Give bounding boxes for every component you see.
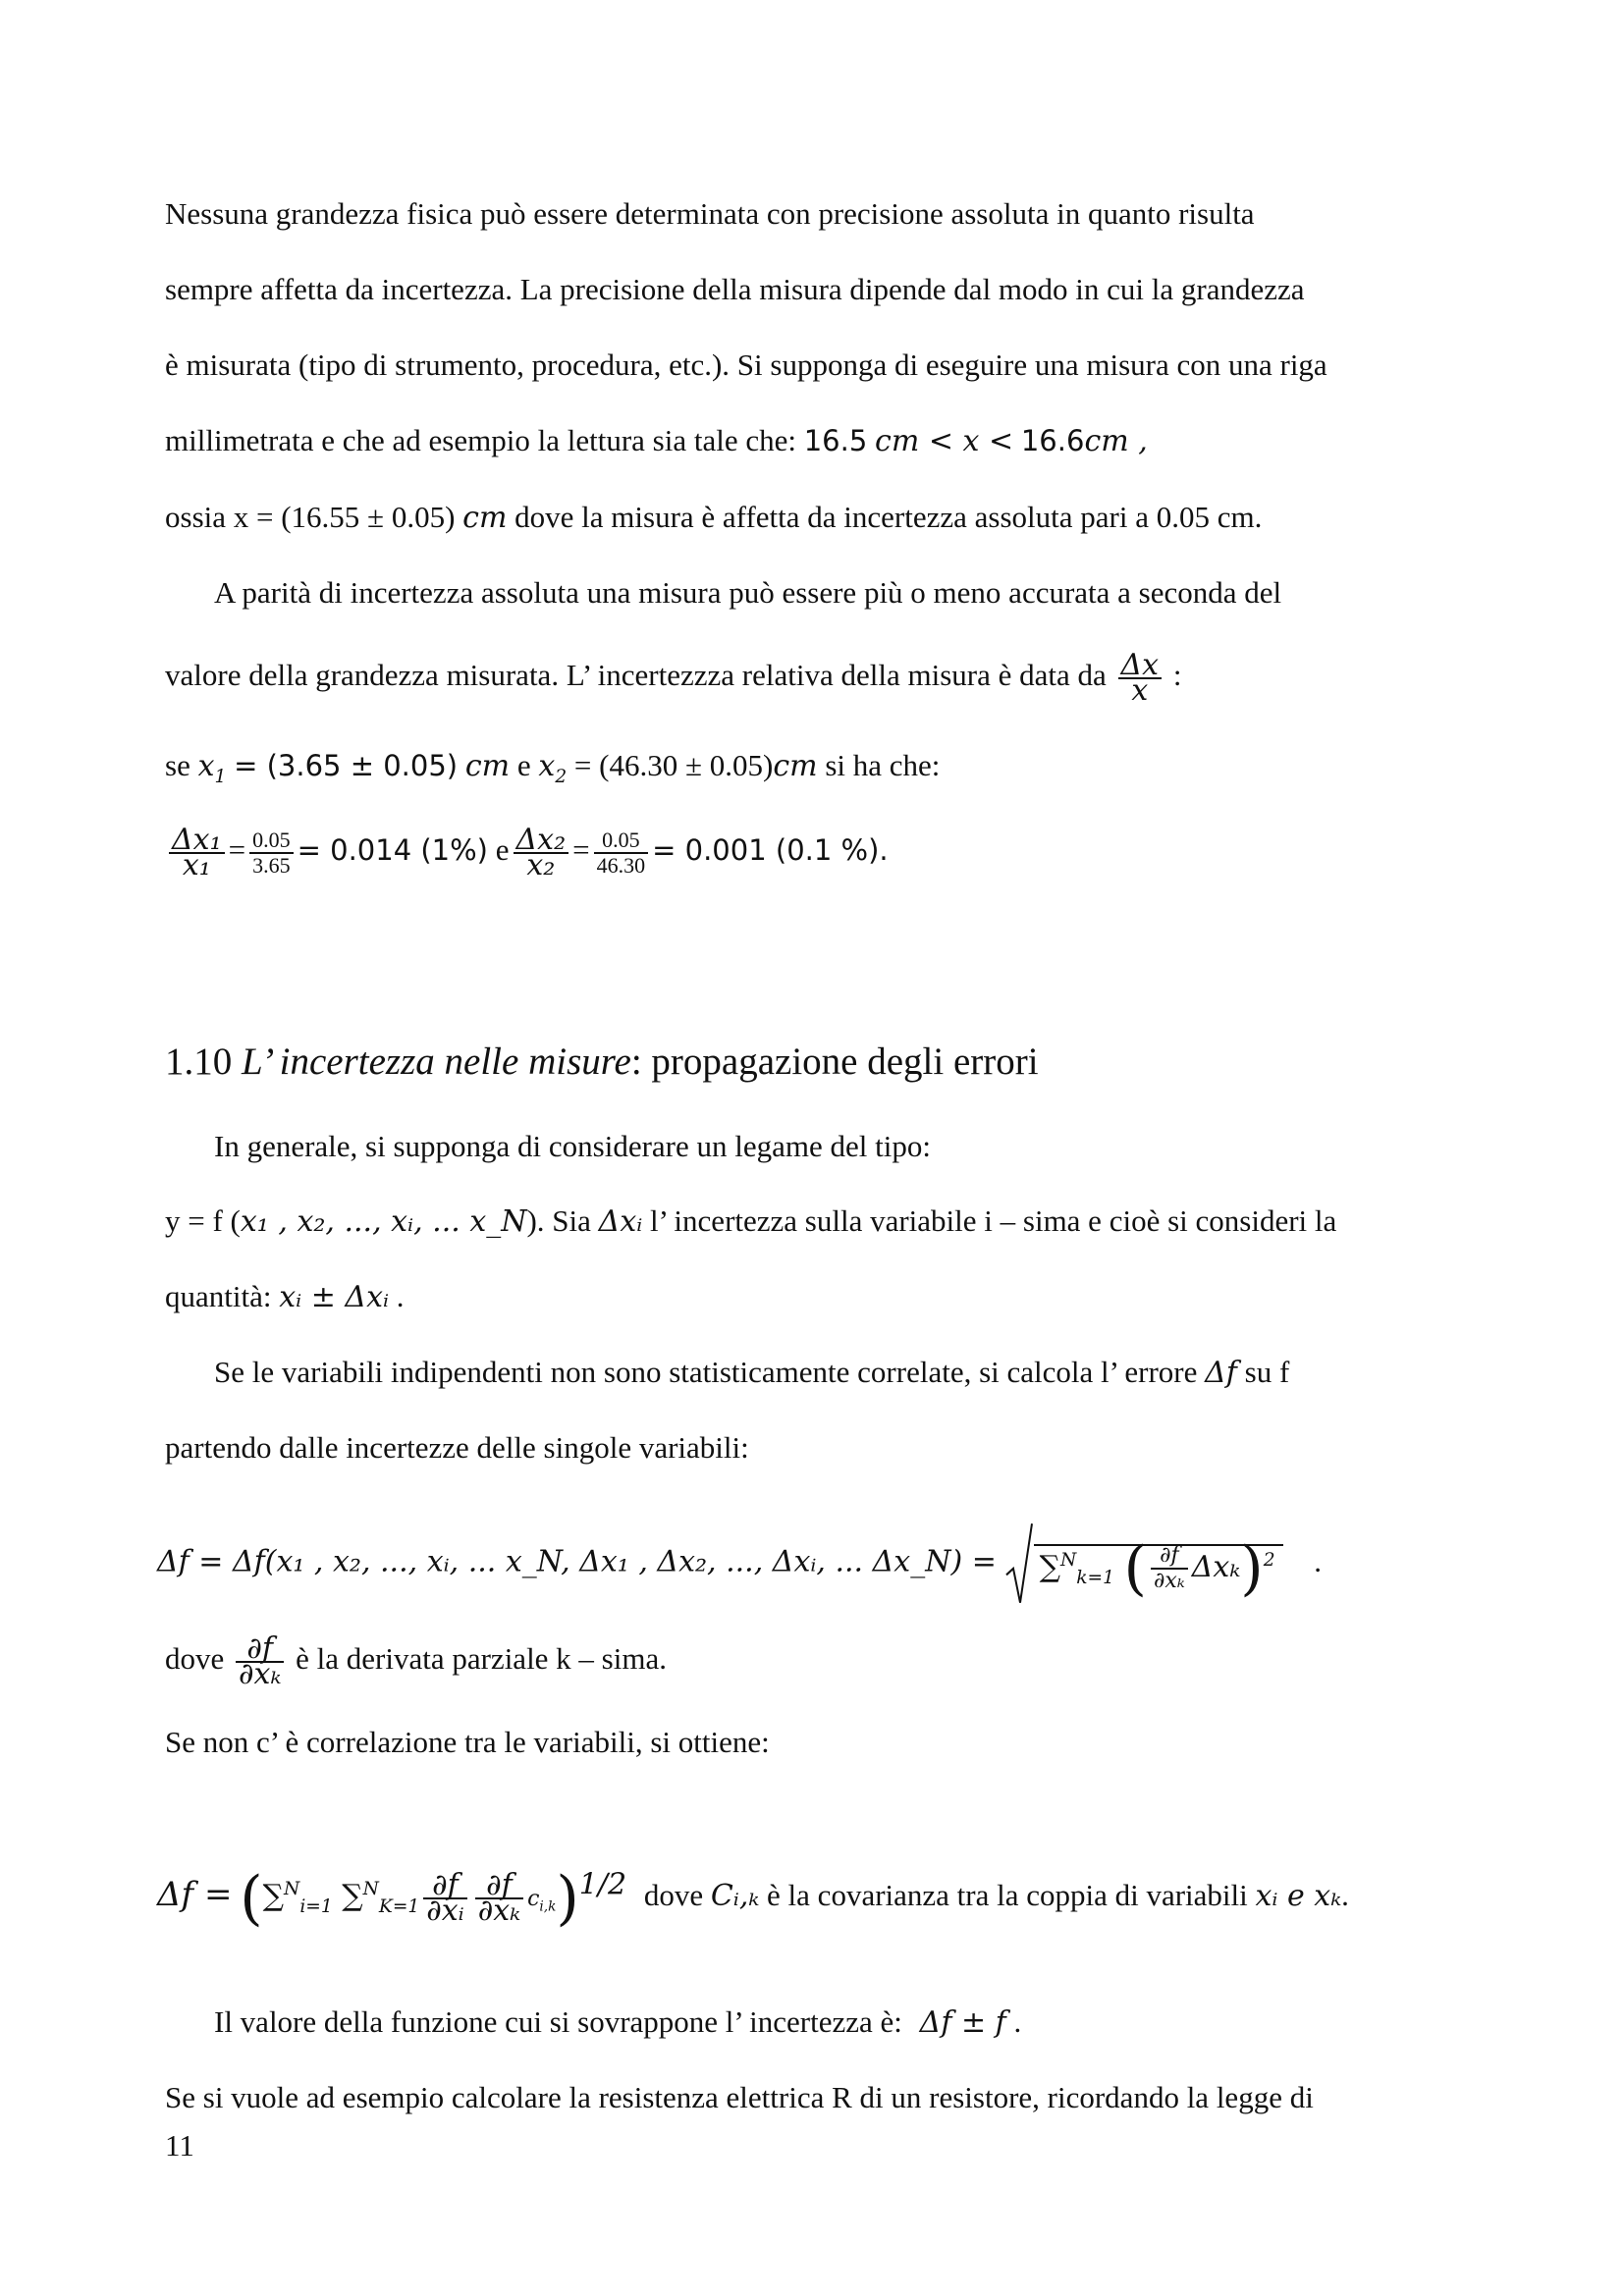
math	[527, 1887, 557, 1915]
numerator: ∂f	[423, 1874, 466, 1899]
fraction	[1118, 648, 1163, 708]
paren: )	[1240, 1534, 1264, 1603]
denominator: ∂xₖ	[239, 1657, 282, 1691]
section-number: 1.10	[165, 1041, 233, 1083]
text: = (46.30 ± 0.05)	[573, 748, 774, 782]
superscript: N	[1060, 1550, 1077, 1571]
text-line	[165, 1201, 1336, 1242]
paren: (	[240, 1863, 263, 1933]
text: ). Sia	[526, 1203, 591, 1238]
text: ossia x = (16.55 ± 0.05)	[165, 500, 456, 534]
math: = 0.014 (1%)	[297, 833, 488, 868]
numerator: ∂f	[1151, 1544, 1188, 1570]
math	[197, 749, 227, 787]
denominator: x₁	[182, 848, 211, 882]
numerator: ∂f	[475, 1874, 523, 1899]
equation	[157, 1522, 1322, 1607]
sum-symbol: ∑	[262, 1879, 285, 1913]
superscript: 2	[1263, 1550, 1275, 1571]
math: Δf	[1205, 1356, 1237, 1390]
math: Δxₖ	[1191, 1550, 1241, 1584]
text: è la covarianza tra la coppia di variabili	[767, 1878, 1248, 1912]
text-line: $\frac{\text{Δx₁}}{\text{x₁}}$ = $\frac{0.05}{3.65}$ = 0.014 (1%) e $\frac{\text{Δx₂}}{\text{x₂}}$ = $\frac{0.05}{46.30}$ = 0.001 (0.1 %).	[165, 828, 889, 878]
square-root	[1004, 1522, 1283, 1607]
text: se	[165, 748, 190, 782]
math: = 0.001 (0.1 %).	[652, 833, 889, 868]
text: dove la misura è affetta da incertezza assoluta pari a 0.05 cm.	[514, 500, 1263, 534]
paren: (	[1123, 1534, 1147, 1603]
math: xᵢ ± Δxᵢ	[279, 1280, 390, 1314]
math: Δf = Δf(x₁ , x₂, ..., xᵢ, ... x_N, Δx₁ , Δx₂, ..., Δxᵢ, ... Δx_N) =	[157, 1544, 997, 1579]
math: Cᵢ,ₖ	[710, 1879, 760, 1913]
sum-symbol: ∑	[1039, 1550, 1060, 1584]
math	[538, 749, 568, 787]
section-title-italic: L’ incertezza nelle misure	[242, 1041, 631, 1083]
fraction	[475, 1867, 523, 1928]
subscript: 2	[555, 767, 568, 787]
math: cm	[773, 749, 818, 783]
superscript: N	[362, 1879, 379, 1899]
text-line	[214, 1353, 1289, 1393]
text-line: Se non c’ è correlazione tra le variabili, si ottiene:	[165, 1725, 770, 1759]
text: l’ incertezza sulla variabile i – sima e cioè si consideri la	[650, 1203, 1337, 1238]
page-number: 11	[165, 2128, 194, 2163]
subscript: K=1	[378, 1896, 420, 1917]
fraction	[1151, 1544, 1188, 1593]
text: :	[1172, 658, 1182, 693]
fraction	[594, 828, 649, 878]
subscript: k=1	[1076, 1568, 1114, 1588]
text: .	[396, 1279, 405, 1313]
text-line: sempre affetta da incertezza. La precisione della misura dipende dal modo in cui la grandezza	[165, 272, 1305, 306]
text-line	[165, 648, 1182, 708]
text-line	[214, 2002, 1021, 2043]
fraction	[423, 1867, 466, 1928]
subscript: i,k	[539, 1898, 557, 1915]
text: si ha che:	[825, 748, 941, 782]
fraction	[249, 828, 294, 878]
text: quantità:	[165, 1279, 272, 1313]
text: Se le variabili indipendenti non sono statisticamente correlate, si calcola l’ errore	[214, 1355, 1198, 1389]
sum-symbol: ∑	[342, 1879, 363, 1913]
denominator: x	[1131, 673, 1149, 708]
fraction	[236, 1631, 284, 1691]
text: dove	[165, 1641, 225, 1677]
superscript: N	[284, 1879, 300, 1899]
numerator: Δx₁	[169, 828, 225, 854]
math: 16.6	[1020, 424, 1085, 457]
text-line	[165, 1277, 405, 1317]
numerator: 0.05	[594, 828, 649, 854]
subscript: i=1	[299, 1896, 333, 1917]
math: x	[197, 749, 215, 783]
text: y = f (	[165, 1203, 241, 1238]
math: cm	[462, 501, 508, 535]
text-line	[165, 746, 940, 786]
denominator: ∂xₖ	[477, 1893, 521, 1928]
numerator: Δx	[1118, 654, 1163, 679]
superscript: 1/2	[578, 1867, 627, 1902]
text-line: partendo dalle incertezze delle singole variabili:	[165, 1430, 749, 1465]
text: millimetrata e che ad esempio la lettura sia tale che:	[165, 423, 796, 457]
math: x₁ , x₂, ..., xᵢ, ... x_N	[240, 1204, 527, 1239]
math: x	[538, 749, 556, 783]
text-line: Nessuna grandezza fisica può essere determinata con precisione assoluta in quanto risulta	[165, 196, 1255, 231]
math: cm < x <	[875, 424, 1014, 458]
denominator: 3.65	[252, 853, 291, 878]
text-line: In generale, si supponga di considerare un legame del tipo:	[214, 1129, 931, 1163]
text-line	[165, 498, 1262, 538]
math: cm	[464, 749, 511, 783]
text: è la derivata parziale k – sima.	[296, 1641, 667, 1677]
math: Δxᵢ	[598, 1204, 643, 1239]
paren: )	[556, 1863, 579, 1933]
numerator: ∂f	[236, 1637, 284, 1663]
numerator: Δx₂	[514, 828, 569, 854]
text-line: Se si vuole ad esempio calcolare la resistenza elettrica R di un resistore, ricordando la legge di	[165, 2080, 1314, 2114]
denominator: x₂	[526, 848, 556, 882]
text: Il valore della funzione cui si sovrappone l’ incertezza è:	[214, 2004, 902, 2039]
text-line	[165, 1631, 667, 1691]
math: Δf ± f	[919, 2005, 1006, 2040]
section-heading	[165, 1039, 1039, 1086]
fraction	[169, 823, 225, 882]
equation	[157, 1855, 1349, 1939]
text: e	[516, 748, 531, 782]
math: Δf =	[157, 1875, 233, 1914]
fraction	[514, 823, 569, 882]
denominator: ∂xᵢ	[426, 1893, 464, 1928]
text: .	[1341, 1878, 1349, 1912]
text: .	[1013, 2004, 1022, 2039]
denominator: 46.30	[596, 853, 646, 878]
text: dove	[643, 1878, 704, 1912]
text-line: A parità di incertezza assoluta una misura può essere più o meno accurata a seconda del	[214, 575, 1282, 610]
text: e	[495, 832, 510, 868]
sqrt-content	[1034, 1534, 1283, 1603]
math: = (3.65 ± 0.05)	[234, 749, 459, 782]
math	[262, 1879, 420, 1917]
math: xᵢ e xₖ	[1255, 1879, 1342, 1913]
subscript: 1	[214, 767, 227, 787]
text: valore della grandezza misurata. L’ incertezzza relativa della misura è data da	[165, 658, 1107, 693]
sqrt-icon	[1004, 1522, 1034, 1607]
text: .	[1314, 1543, 1323, 1578]
text-line: è misurata (tipo di strumento, procedura, etc.). Si supponga di eseguire una misura con una riga	[165, 347, 1327, 382]
denominator: ∂xₖ	[1153, 1569, 1185, 1593]
section-title: : propagazione degli errori	[630, 1041, 1039, 1083]
math: cm ,	[1084, 424, 1148, 458]
math: 16.5	[803, 424, 868, 457]
text-line	[165, 421, 1148, 461]
numerator: 0.05	[249, 828, 294, 854]
text: su f	[1244, 1355, 1290, 1389]
math: c	[527, 1887, 540, 1911]
